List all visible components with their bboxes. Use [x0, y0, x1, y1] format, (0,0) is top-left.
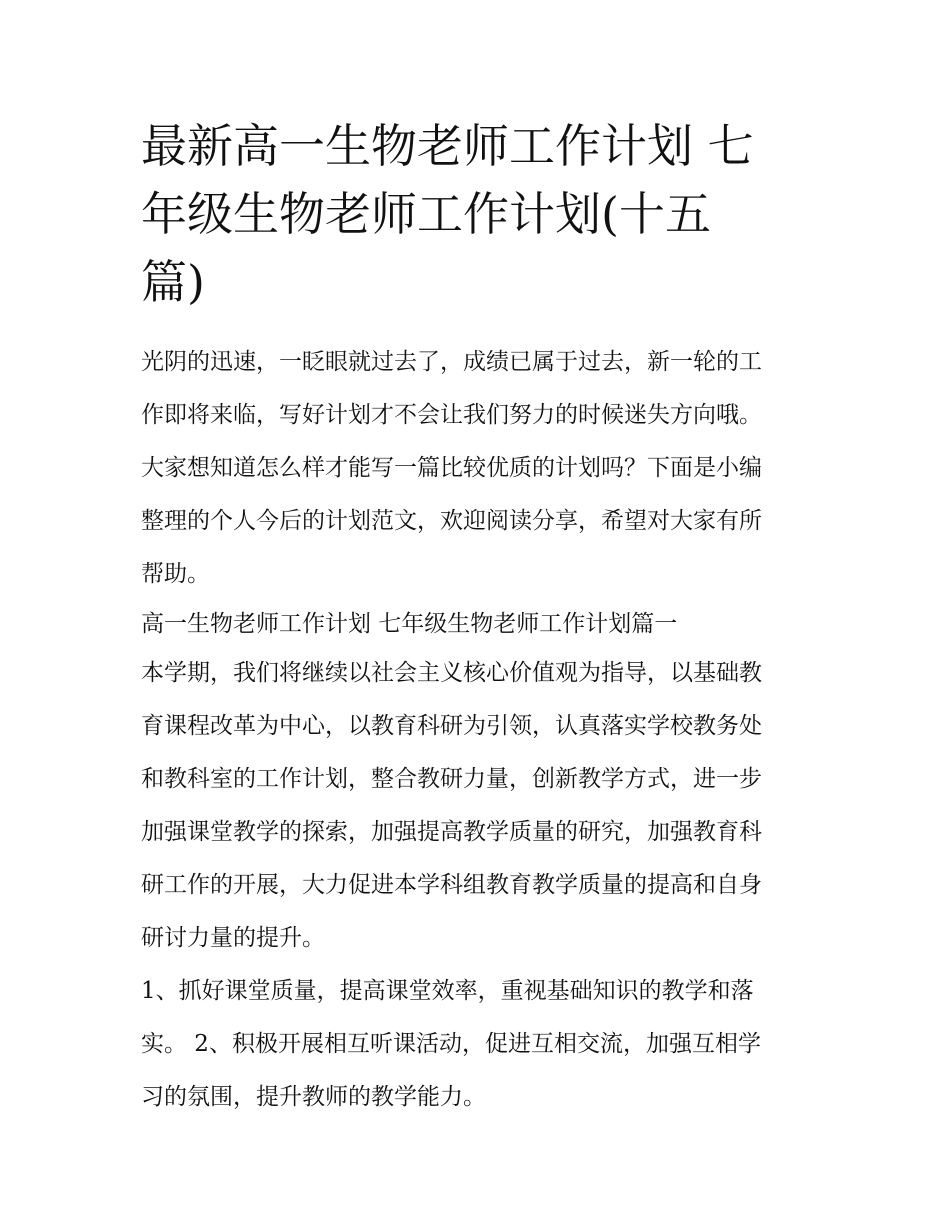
list-line: 实。 2、积极开展相互听课活动，促进互相交流，加强互相学: [141, 1031, 761, 1057]
title-line: 篇): [141, 255, 205, 309]
list-line: 习的氛围，提升教师的教学能力。: [141, 1084, 486, 1110]
section-heading-text: 高一生物老师工作计划 七年级生物老师工作计划篇一: [141, 611, 678, 637]
document-content: [141, 112, 821, 1124]
intro-line: 光阴的迅速，一眨眼就过去了，成绩已属于过去，新一轮的工: [141, 349, 762, 375]
body-line: 本学期，我们将继续以社会主义核心价值观为指导，以基础教: [141, 660, 762, 686]
list-line: 1、抓好课堂质量，提高课堂效率，重视基础知识的教学和落: [141, 978, 754, 1004]
body-line: 研讨力量的提升。: [141, 925, 325, 951]
section-heading: [141, 601, 821, 647]
document-title: [141, 112, 821, 316]
intro-line: 帮助。: [141, 561, 210, 587]
body-line: 和教科室的工作计划，整合教研力量，创新教学方式，进一步: [141, 766, 762, 792]
title-line: 年级生物老师工作计划(十五: [141, 187, 711, 241]
intro-line: 整理的个人今后的计划范文，欢迎阅读分享，希望对大家有所: [141, 508, 762, 534]
body-paragraph: [141, 647, 821, 965]
body-line: 育课程改革为中心，以教育科研为引领，认真落实学校教务处: [141, 713, 762, 739]
body-line: 加强课堂教学的探索，加强提高教学质量的研究，加强教育科: [141, 819, 762, 845]
intro-paragraph: [141, 336, 821, 601]
intro-line: 作即将来临，写好计划才不会让我们努力的时候迷失方向哦。: [141, 402, 762, 428]
title-line: 最新高一生物老师工作计划 七: [141, 119, 754, 173]
body-line: 研工作的开展，大力促进本学科组教育教学质量的提高和自身: [141, 872, 762, 898]
list-paragraph: [141, 965, 821, 1124]
intro-line: 大家想知道怎么样才能写一篇比较优质的计划吗？下面是小编: [141, 455, 762, 481]
